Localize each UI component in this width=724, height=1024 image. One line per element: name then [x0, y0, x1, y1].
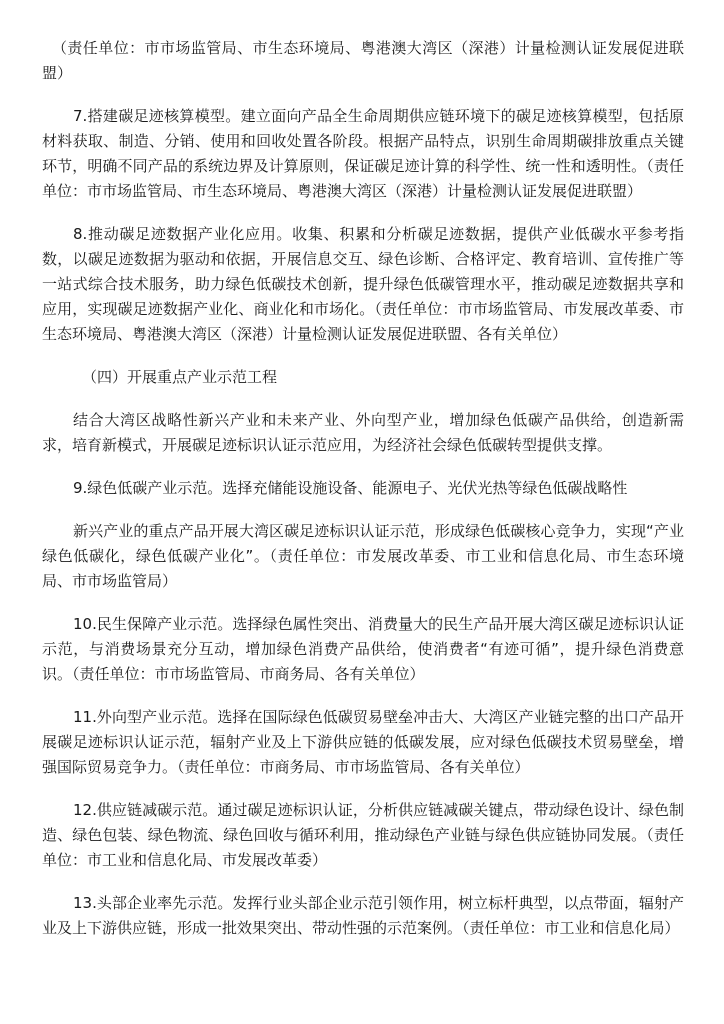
paragraph-section-4-intro: 结合大湾区战略性新兴产业和未来产业、外向型产业，增加绿色低碳产品供给，创造新需求，培育新模式，开展碳足迹标识认证示范应用，为经济社会绿色低碳转型提供支撑。	[42, 411, 684, 454]
paragraph-item-12: 12.供应链减碳示范。通过碳足迹标识认证，分析供应链减碳关键点，带动绿色设计、绿色制造、绿色包装、绿色物流、绿色回收与循环利用，推动绿色产业链与绿色供应链协同发展。（责任单位：市工业和信息化局、市发展改革委）	[42, 801, 684, 869]
paragraph-item-10: 10.民生保障产业示范。选择绿色属性突出、消费量大的民生产品开展大湾区碳足迹标识认证示范，与消费场景充分互动，增加绿色消费产品供给，使消费者“有迹可循”，提升绿色消费意识。（责任单位：市市场监管局、市商务局、各有关单位）	[42, 615, 684, 683]
section-heading-4: （四）开展重点产业示范工程	[82, 368, 278, 386]
paragraph-item-8: 8.推动碳足迹数据产业化应用。收集、积累和分析碳足迹数据，提供产业低碳水平参考指数，以碳足迹数据为驱动和依据，开展信息交互、绿色诊断、合格评定、教育培训、宣传推广等一站式综合技术服务，助力绿色低碳技术创新，提升绿色低碳管理水平，推动碳足迹数据共享和应用，实现碳足迹数据产业化、商业化和市场化。（责任单位：市市场监管局、市发展改革委、市生态环境局、粤港澳大湾区（深港）计量检测认证发展促进联盟、各有关单位）	[42, 225, 684, 343]
paragraph-item-7: 7.搭建碳足迹核算模型。建立面向产品全生命周期供应链环境下的碳足迹核算模型，包括原材料获取、制造、分销、使用和回收处置各阶段。根据产品特点，识别生命周期碳排放重点关键环节，明确不同产品的系统边界及计算原则，保证碳足迹计算的科学性、统一性和透明性。（责任单位：市市场监管局、市生态环境局、粤港澳大湾区（深港）计量检测认证发展促进联盟）	[42, 107, 684, 200]
paragraph-item-9-continued: 新兴产业的重点产品开展大湾区碳足迹标识认证示范，形成绿色低碳核心竞争力，实现“产业绿色低碳化，绿色低碳产业化”。（责任单位：市发展改革委、市工业和信息化局、市生态环境局、市市场监管局）	[42, 522, 684, 590]
paragraph-responsibility-intro: （责任单位：市市场监管局、市生态环境局、粤港澳大湾区（深港）计量检测认证发展促进联盟）	[42, 39, 684, 82]
paragraph-item-9: 9.绿色低碳产业示范。选择充储能设施设备、能源电子、光伏光热等绿色低碳战略性	[73, 479, 628, 497]
paragraph-item-11: 11.外向型产业示范。选择在国际绿色低碳贸易壁垒冲击大、大湾区产业链完整的出口产品开展碳足迹标识认证示范，辐射产业及上下游供应链的低碳发展，应对绿色低碳技术贸易壁垒，增强国际贸易竞争力。（责任单位：市商务局、市市场监管局、各有关单位）	[42, 708, 684, 776]
paragraph-item-13: 13.头部企业率先示范。发挥行业头部企业示范引领作用，树立标杆典型，以点带面，辐射产业及上下游供应链，形成一批效果突出、带动性强的示范案例。（责任单位：市工业和信息化局）	[42, 894, 684, 937]
